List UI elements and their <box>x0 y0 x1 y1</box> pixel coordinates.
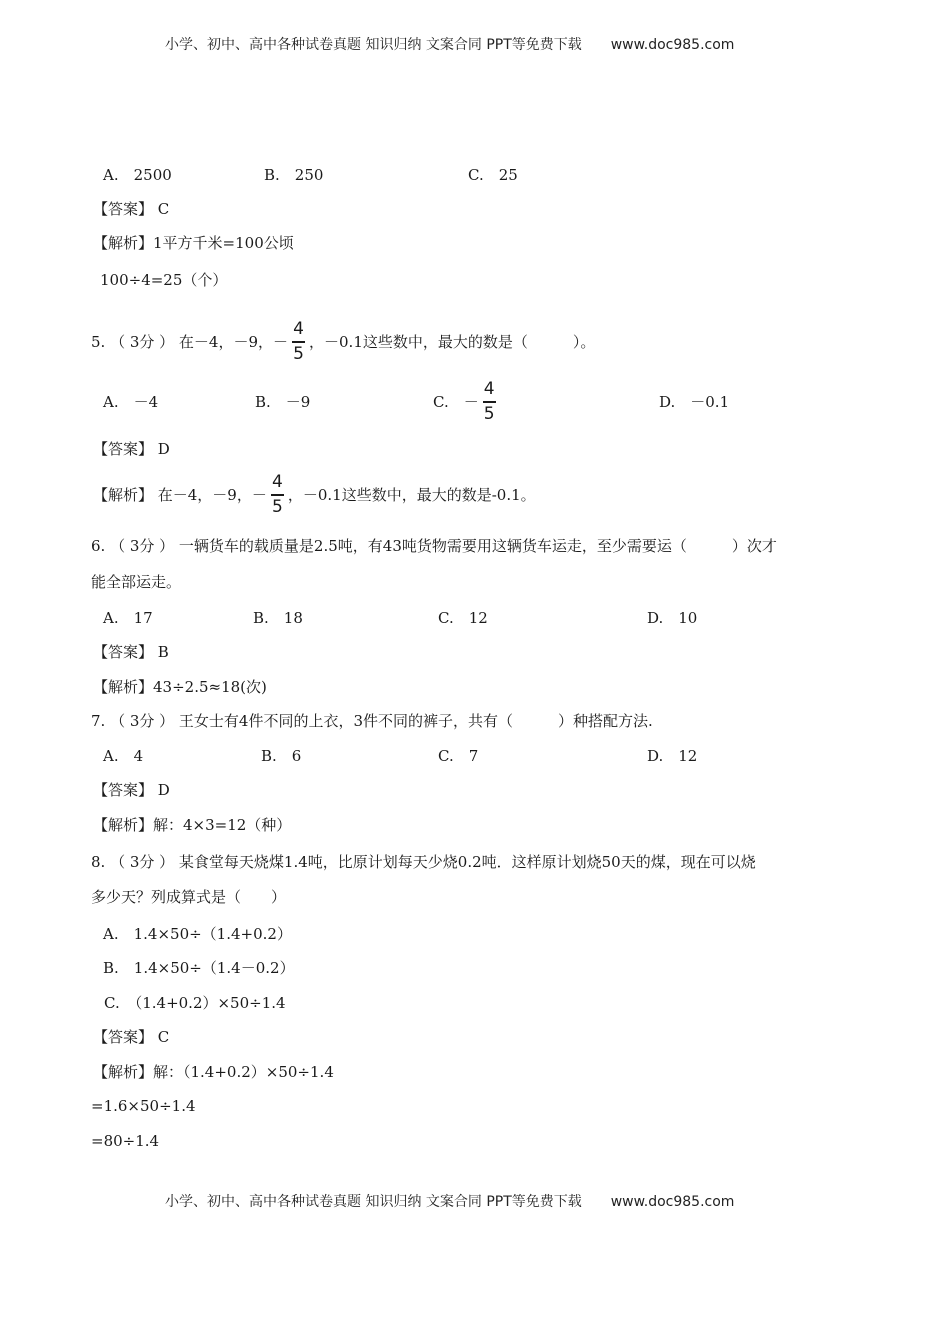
header-url[interactable]: www.doc985.com <box>610 37 735 53</box>
footer-text: 小学、初中、高中各种试卷真题 知识归纳 文案合同 PPT等免费下载 <box>165 1194 582 1210</box>
q4-option-a: A. 2500 <box>103 166 172 184</box>
header-text: 小学、初中、高中各种试卷真题 知识归纳 文案合同 PPT等免费下载 <box>165 37 582 53</box>
q5-stem-pre: 5. （ 3分 ） 在－4，－9，－ <box>91 333 289 351</box>
q5-analysis-pre: 【解析】 在－4，－9，－ <box>93 486 267 504</box>
q7-analysis: 【解析】解：4×3=12（种） <box>93 816 292 834</box>
q7-option-c: C. 7 <box>438 747 479 765</box>
q5-option-d: D. －0.1 <box>659 393 730 411</box>
q5-option-b: B. －9 <box>255 393 311 411</box>
fraction-bar <box>271 494 284 496</box>
q8-option-a: A. 1.4×50÷（1.4+0.2） <box>103 925 292 943</box>
q8-analysis-line3: =80÷1.4 <box>91 1132 160 1150</box>
q6-option-d: D. 10 <box>647 609 698 627</box>
q7-option-b: B. 6 <box>261 747 302 765</box>
q5-option-c-fraction <box>483 380 496 424</box>
q4-analysis-line1: 【解析】1平方千米=100公顷 <box>93 234 294 252</box>
q8-option-c: C. （1.4+0.2）×50÷1.4 <box>104 994 286 1012</box>
q7-option-d: D. 12 <box>647 747 698 765</box>
q6-answer: 【答案】 B <box>93 643 169 661</box>
q5-stem-post: ，－0.1这些数中，最大的数是（ ）。 <box>309 333 596 351</box>
fraction-bar <box>292 341 305 343</box>
q5-stem-fraction <box>292 320 305 364</box>
q4-option-c: C. 25 <box>468 166 518 184</box>
q5-option-a: A. －4 <box>103 393 159 411</box>
page-header <box>165 34 734 54</box>
q5-analysis <box>93 473 536 517</box>
q5-ana-frac-den: 5 <box>271 496 283 517</box>
q5-stem-frac-num: 4 <box>293 319 304 340</box>
q6-option-a: A. 17 <box>103 609 153 627</box>
q5-opt-frac-den: 5 <box>483 403 495 424</box>
q5-answer: 【答案】 D <box>93 440 170 458</box>
q7-option-a: A. 4 <box>103 747 144 765</box>
q6-stem-line2: 能全部运走。 <box>91 573 182 591</box>
q6-analysis: 【解析】43÷2.5≈18(次) <box>93 678 267 696</box>
q5-analysis-fraction <box>271 473 284 517</box>
q4-analysis-line2: 100÷4=25（个） <box>100 271 228 289</box>
q5-analysis-post: ，－0.1这些数中，最大的数是-0.1。 <box>287 486 536 504</box>
page-footer <box>165 1191 734 1211</box>
q8-stem-line1: 8. （ 3分 ） 某食堂每天烧煤1.4吨，比原计划每天少烧0.2吨．这样原计划烧50天的煤，现在可以烧 <box>91 853 756 871</box>
q8-stem-line2: 多少天？列成算式是（ ） <box>91 888 287 906</box>
q5-option-c <box>433 380 500 424</box>
q7-answer: 【答案】 D <box>93 781 170 799</box>
q8-option-b: B. 1.4×50÷（1.4－0.2） <box>103 959 295 977</box>
q6-option-c: C. 12 <box>438 609 488 627</box>
q6-option-b: B. 18 <box>253 609 303 627</box>
q7-stem: 7. （ 3分 ） 王女士有4件不同的上衣，3件不同的裤子，共有（ ）种搭配方法. <box>91 712 653 730</box>
q5-ana-frac-num: 4 <box>271 472 283 493</box>
q4-option-b: B. 250 <box>264 166 324 184</box>
q4-answer: 【答案】 C <box>93 200 170 218</box>
q5-stem-frac-den: 5 <box>293 343 304 364</box>
q8-analysis-line2: =1.6×50÷1.4 <box>91 1097 196 1115</box>
q8-analysis-line1: 【解析】解：（1.4+0.2）×50÷1.4 <box>93 1063 334 1081</box>
q5-option-c-pre: C. － <box>433 393 479 411</box>
fraction-bar <box>483 401 496 403</box>
footer-url[interactable]: www.doc985.com <box>610 1194 735 1210</box>
q5-stem <box>91 320 595 364</box>
q8-answer: 【答案】 C <box>93 1028 170 1046</box>
q6-stem-line1: 6. （ 3分 ） 一辆货车的载质量是2.5吨，有43吨货物需要用这辆货车运走，至少需要运（ ）次才 <box>91 537 777 555</box>
q5-opt-frac-num: 4 <box>483 379 495 400</box>
